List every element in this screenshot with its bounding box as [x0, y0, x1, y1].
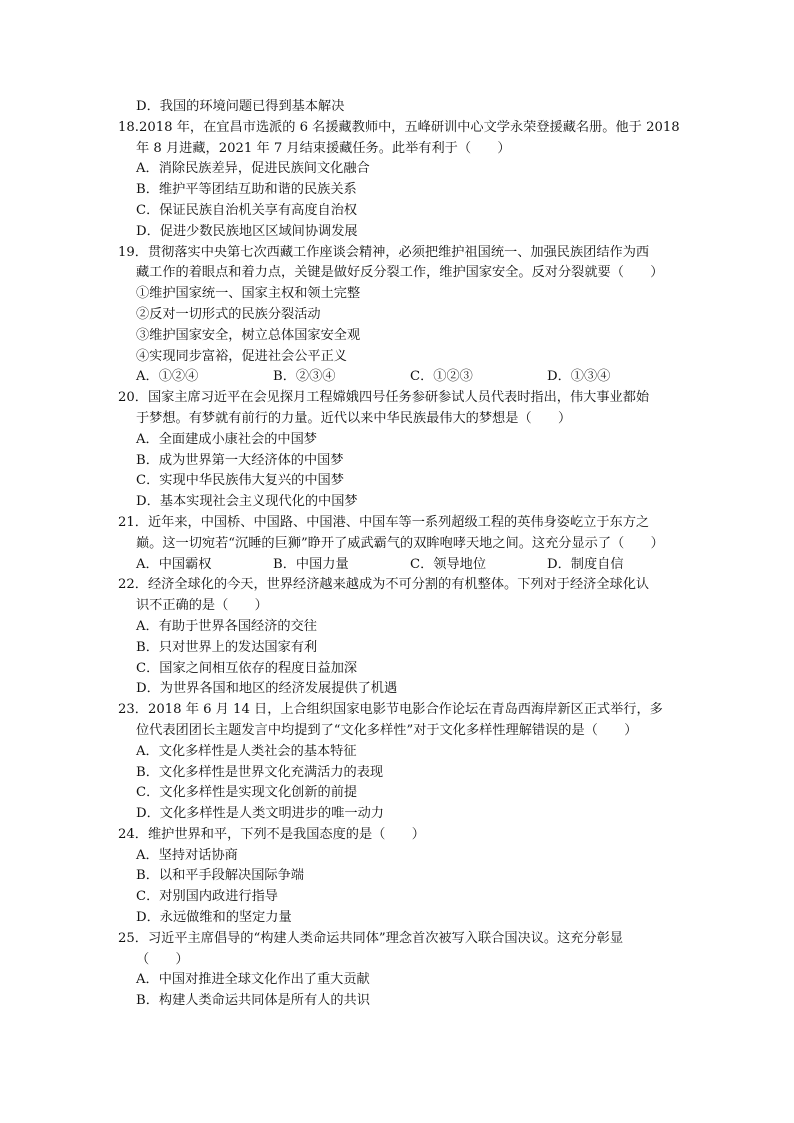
q24-option-d: D．永远做维和的坚定力量 [136, 910, 292, 926]
q19-item-3: ③维护国家安全，树立总体国家安全观 [136, 327, 361, 343]
q18-option-d: D．促进少数民族地区区域间协调发展 [136, 223, 358, 239]
q18-option-c: C．保证民族自治机关享有高度自治权 [136, 202, 358, 218]
q22-stem-line-2: 识不正确的是（ ） [136, 598, 268, 614]
q23-option-d: D．文化多样性是人类文明进步的唯一动力 [136, 806, 384, 822]
q24-option-a: A．坚持对话协商 [136, 847, 238, 863]
question-24 [118, 825, 688, 929]
q22-option-c: C．国家之间相互依存的程度日益加深 [136, 660, 358, 676]
q25-option-a: A．中国对推进全球文化作出了重大贡献 [136, 972, 370, 988]
q22-option-a: A．有助于世界各国经济的交往 [136, 618, 317, 634]
question-25 [118, 929, 688, 1012]
q22-stem-line-1: 22．经济全球化的今天，世界经济越来越成为不可分割的有机整体。下列对于经济全球化认 [118, 577, 650, 593]
q21-option-d: D．制度自信 [547, 556, 624, 572]
q23-stem-line-2: 位代表团团长主题发言中均提到了“文化多样性”对于文化多样性理解错误的是（ ） [136, 722, 638, 738]
q17-option-d: D．我国的环境问题已得到基本解决 [136, 99, 345, 114]
q20-option-c: C．实现中华民族伟大复兴的中国梦 [136, 473, 344, 489]
q18-stem-line-1: 18.2018 年，在宜昌市选派的 6 名援藏教师中，五峰研训中心文学永荣登援藏名册。他于 2018 [118, 119, 680, 135]
q19-option-a: A．①②④ [136, 369, 199, 385]
q22-option-b: B．只对世界上的发达国家有利 [136, 639, 318, 655]
q21-option-c: C．领导地位 [410, 556, 487, 572]
q24-stem-line-1: 24．维护世界和平，下列不是我国态度的是（ ） [118, 826, 425, 842]
q19-stem-line-1: 19．贯彻落实中央第七次西藏工作座谈会精神，必须把维护祖国统一、加强民族团结作为西 [118, 244, 650, 260]
q25-option-b: B．构建人类命运共同体是所有人的共识 [136, 993, 370, 1009]
q19-option-d: D．①③④ [547, 369, 611, 385]
question-19 [118, 243, 688, 389]
q19-option-b: B．②③④ [273, 369, 336, 385]
q23-stem-line-1: 23．2018 年 6 月 14 日，上合组织国家电影节电影合作论坛在青岛西海岸新区正式举行，多 [118, 702, 663, 718]
q19-options-row [118, 367, 688, 388]
question-23 [118, 700, 688, 825]
q21-options-row [118, 555, 688, 576]
question-22 [118, 575, 688, 700]
question-18 [118, 118, 688, 243]
q19-item-4: ④实现同步富裕，促进社会公平正义 [136, 348, 347, 364]
q23-option-c: C．文化多样性是实现文化创新的前提 [136, 785, 358, 801]
q24-option-b: B．以和平手段解决国际争端 [136, 868, 304, 884]
q21-stem-line-2: 巅。这一切宛若“沉睡的巨狮”睁开了威武霸气的双眸咆哮天地之间。这充分显示了（ ） [136, 535, 664, 551]
exam-page [118, 97, 688, 1012]
q24-option-c: C．对别国内政进行指导 [136, 889, 278, 905]
q21-option-a: A．中国霸权 [136, 556, 212, 572]
q21-stem-line-1: 21．近年来，中国桥、中国路、中国港、中国车等一系列超级工程的英伟身姿屹立于东方之 [118, 514, 650, 530]
q19-item-2: ②反对一切形式的民族分裂活动 [136, 306, 321, 322]
q21-option-b: B．中国力量 [273, 556, 349, 572]
question-20 [118, 388, 688, 513]
q19-stem-line-2: 藏工作的着眼点和着力点，关键是做好反分裂工作，维护国家安全。反对分裂就要（ ） [136, 265, 664, 281]
q18-stem-line-2: 年 8 月进藏，2021 年 7 月结束援藏任务。此举有利于（ ） [136, 140, 511, 156]
q19-option-c: C．①②③ [410, 369, 473, 385]
question-21 [118, 513, 688, 575]
q19-item-1: ①维护国家统一、国家主权和领土完整 [136, 286, 361, 302]
q25-stem-line-1: 25．习近平主席倡导的“构建人类命运共同体”理念首次被写入联合国决议。这充分彰显 [118, 930, 624, 946]
q20-option-d: D．基本实现社会主义现代化的中国梦 [136, 494, 358, 510]
q18-option-a: A．消除民族差异，促进民族间文化融合 [136, 161, 370, 177]
q20-option-a: A．全面建成小康社会的中国梦 [136, 431, 317, 447]
q20-option-b: B．成为世界第一大经济体的中国梦 [136, 452, 344, 468]
q22-option-d: D．为世界各国和地区的经济发展提供了机遇 [136, 681, 398, 697]
q25-stem-line-2: （ ） [136, 951, 189, 967]
q23-option-a: A．文化多样性是人类社会的基本特征 [136, 743, 357, 759]
q20-stem-line-1: 20．国家主席习近平在会见探月工程嫦娥四号任务参研参试人员代表时指出，伟大事业都始 [118, 390, 650, 406]
q23-option-b: B．文化多样性是世界文化充满活力的表现 [136, 764, 384, 780]
q18-option-b: B．维护平等团结互助和谐的民族关系 [136, 182, 357, 198]
q20-stem-line-2: 于梦想。有梦就有前行的力量。近代以来中华民族最伟大的梦想是（ ） [136, 410, 572, 426]
